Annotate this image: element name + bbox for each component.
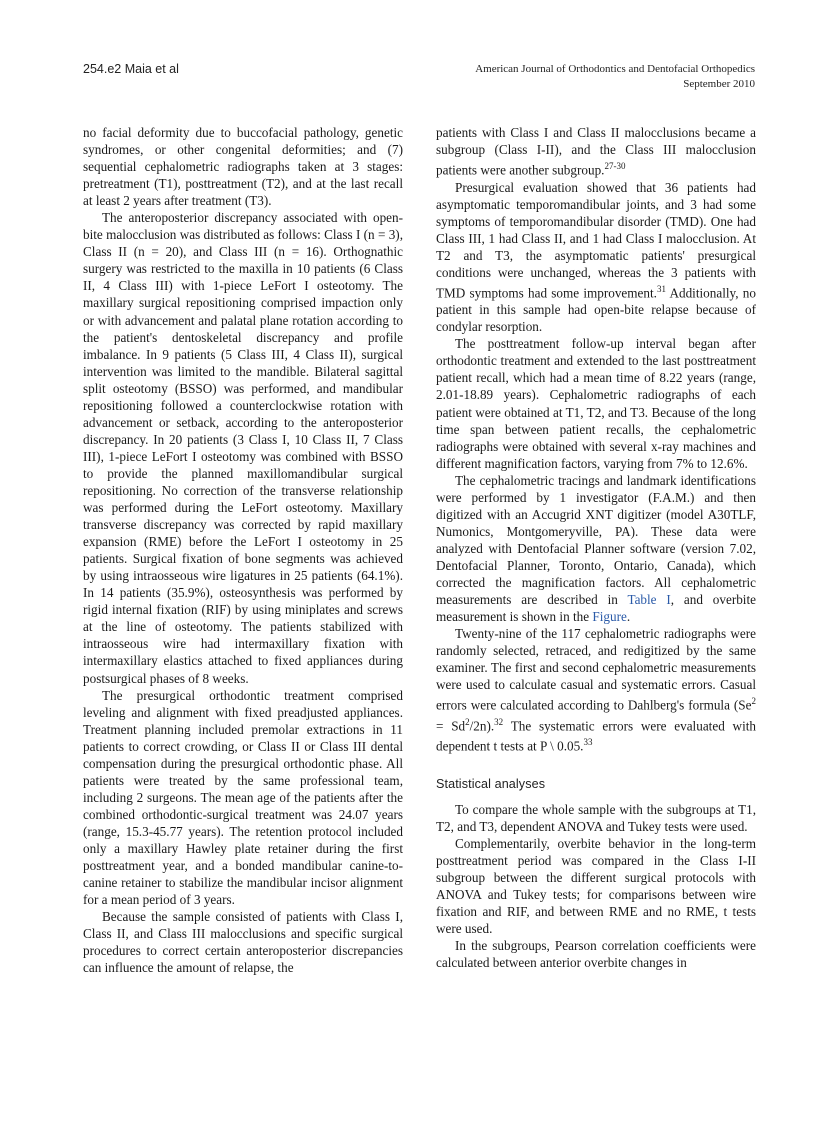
paragraph: The presurgical orthodontic treatment comprised leveling and alignment with fixed preadjusted appliances. Treatment planning included premolar extractions in 11 patients to correct crowding, or Class II or Class III dental compensation during the presurgical orthodontic phase. All patients were treated by the same professional team, including 2 surgeons. The mean age of the patients after the combined orthodontic-surgical treatment was 24.07 years (range, 15.3-45.77 years). The retention protocol included only a maxillary Hawley plate retainer during the first posttreatment year, and a bonded mandibular canine-to-canine retainer to stabilize the mandibular incisor alignment for a mean period of 3 years. (83, 687, 403, 908)
figure-link[interactable]: Figure (592, 609, 627, 625)
right-column (436, 124, 756, 971)
paragraph: The posttreatment follow-up interval began after orthodontic treatment and extended to the last posttreatment patient recall, which had a mean time of 8.22 years (range, 2.01-18.89 years). Cephalometric radiographs of each patient were obtained at T1, T2, and T3. Because of the long time span between patient recalls, the cephalometric radiographs were obtained with several x-ray machines and different magnification factors, varying from 7% to 12.6%. (436, 336, 756, 471)
page-number-author: 254.e2 Maia et al (83, 62, 179, 76)
paragraph: no facial deformity due to buccofacial pathology, genetic syndromes, or other congenital deformities; and (7) sequential cephalometric radiographs taken at 3 stages: pretreatment (T1), posttreatment (T2), and at the last recall at least 2 years after treatment (T3). (83, 125, 403, 209)
paragraph: Complementarily, overbite behavior in the long-term posttreatment period was compared in the Class I-II subgroup between the different surgical protocols with ANOVA and Tukey tests; for comparisons between wire fixation and RIF, and between RME and no RME, t tests were used. (436, 835, 756, 937)
paragraph: The cephalometric tracings and landmark identifications were performed by 1 investigator (F.A.M.) and then digitized with an Accugrid XNT digitizer (model A30TLF, Numonics, Montgomeryville, PA). These data were analyzed with Dentofacial Planner software (version 7.02, Dentofacial Planner, Toronto, Ontario, Canada), which corrected the magnification factors. All cephalometric measurements are described in Table I, and overbite measurement is shown in the Figure. (436, 472, 756, 625)
issue-date: September 2010 (683, 78, 755, 90)
paragraph: To compare the whole sample with the subgroups at T1, T2, and T3, dependent ANOVA and Tukey tests were used. (436, 801, 756, 834)
journal-info (475, 62, 755, 92)
citation: 31 (656, 283, 666, 294)
citation: 33 (583, 737, 593, 748)
paragraph: The anteroposterior discrepancy associated with open-bite malocclusion was distributed as follows: Class I (n = 3), Class II (n = 20), and Class III (n = 16). Orthognathic surgery was restricted to the maxilla in 10 patients (6 Class II, 4 Class III) with 1-piece LeFort I osteotomy. The maxillary surgical repositioning comprised impaction only or with advancement and palatal plane rotation according to the patient's dentoskeletal discrepancy and profile imbalance. In 9 patients (5 Class III, 4 Class II), surgical intervention was limited to the mandible. Bilateral sagittal split osteotomy (BSSO) was performed, and mandibular repositioning followed a counterclockwise rotation with advancement or setback, according to the anteroposterior discrepancy. In 20 patients (3 Class I, 10 Class II, 7 Class III), 1-piece LeFort I osteotomy was combined with BSSO to provide the planned maxillomandibular surgical repositioning. No correction of the transverse relationship was performed during the LeFort osteotomy. Maxillary transverse discrepancy was corrected by rapid maxillary expansion (RME) before the LeFort I osteotomy in 25 patients. Surgical fixation of bone segments was achieved by using intraosseous wire ligatures in 25 patients (64.1%). In 14 patients (35.9%), osteosynthesis was performed by rigid internal fixation (RIF) by using miniplates and screws at the line of osteotomy. The patients stabilized with intraosseous wire had intermaxillary fixation with intermaxillary elastics attached to fixed appliances during postsurgical phases of 8 weeks. (83, 210, 403, 686)
paragraph: Because the sample consisted of patients with Class I, Class II, and Class III malocclusions and specific surgical procedures to correct certain anteroposterior discrepancies can influence the amount of relapse, the (83, 909, 403, 976)
paragraph: patients with Class I and Class II malocclusions became a subgroup (Class I-II), and the Class III malocclusion patients were another subgroup.$^{27-30}$ (436, 125, 756, 178)
journal-title: American Journal of Orthodontics and Dentofacial Orthopedics (475, 63, 755, 75)
running-header (83, 62, 755, 96)
paragraph: In the subgroups, Pearson correlation coefficients were calculated between anterior overbite changes in (436, 938, 756, 971)
citation: 32 (494, 716, 504, 727)
table-link[interactable]: Table I (627, 592, 671, 608)
left-column (83, 124, 403, 976)
paragraph: Twenty-nine of the 117 cephalometric radiographs were randomly selected, retraced, and redigitized by the same examiner. The first and second cephalometric measurements were used to calculate casual and systematic errors. Casual errors were calculated according to Dahlberg's formula $(Se^2 = Sd^2/2n).^{32}$ The systematic errors were evaluated with dependent t tests at P \ 0.05.33 (436, 626, 756, 754)
citation: 27-30 (604, 161, 626, 172)
section-heading: Statistical analyses (436, 776, 546, 791)
paragraph: Presurgical evaluation showed that 36 patients had asymptomatic temporomandibular joints, and 3 had some symptoms of temporomandibular disorder (TMD). One had Class III, 1 had Class II, and 1 had Class I malocclusion. At T2 and T3, the asymptomatic patients' presurgical conditions were unchanged, whereas the 3 patients with TMD symptoms had some improvement.$^{31}$ Additionally, no patient in this sample had open-bite relapse because of condylar resorption. (436, 179, 756, 335)
